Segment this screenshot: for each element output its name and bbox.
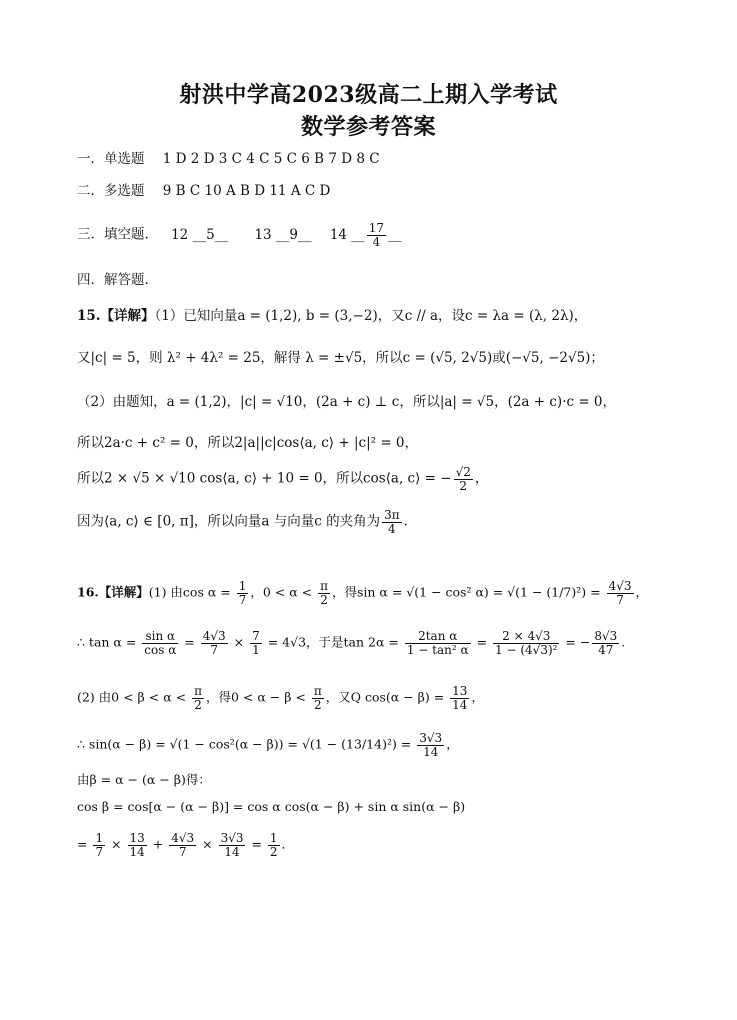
fraction-denominator: 7 (238, 592, 247, 607)
fraction-denominator: 47 (598, 642, 614, 657)
p16-line-5: 由β = α − (α − β)得： (77, 772, 211, 787)
p16-fraction (250, 630, 262, 656)
fraction-numerator: 3π (384, 508, 400, 522)
p16-text: = 4√3，于是tan 2α = (263, 634, 403, 650)
p16-fraction (592, 630, 619, 656)
fraction-numerator: 1 (95, 831, 104, 845)
fraction-numerator: sin α (142, 630, 178, 644)
p16-text: (1) 由cos α = (148, 584, 235, 600)
fraction-numerator: 3√3 (419, 731, 443, 745)
p16-text: = (180, 634, 199, 650)
p16-fraction (405, 630, 471, 656)
answer-13: 13 __9__ (254, 226, 312, 243)
fraction-numerator: 4√3 (202, 629, 226, 643)
p16-fraction (450, 685, 469, 711)
fraction-numerator: 2 × 4√3 (493, 630, 559, 644)
p16-fraction (312, 685, 324, 711)
fraction-numerator: 1 (238, 579, 247, 593)
single-choice-row (77, 147, 380, 167)
fill-blank-label: 三．填空题. (77, 226, 149, 243)
fraction-numerator: 13 (452, 684, 468, 698)
p16-text: = (77, 836, 92, 852)
p15-heading: 15.【详解】 (77, 308, 155, 324)
fraction-numerator: 2tan α (405, 630, 471, 644)
p16-text: ． (281, 836, 295, 852)
p15-line-3: （2）由题知，a = (1,2)，|c| = √10，(2a + c) ⊥ c，所以|a| = √5，(2a + c)·c = 0， (77, 394, 617, 410)
fraction-denominator: 2 (194, 697, 202, 712)
fraction-denominator: 7 (210, 642, 219, 657)
fraction-denominator: 2 (320, 592, 328, 607)
answer-12: 12 __5__ (171, 226, 229, 243)
fraction-numerator: π (320, 579, 328, 593)
p16-fraction (417, 732, 444, 758)
p16-text: ∴ sin(α − β) = √(1 − cos²(α − β)) = √(1 − (13/14)²) = (77, 736, 416, 752)
fraction-denominator: 2 (313, 697, 322, 712)
p15-fraction-3pi-over-4 (382, 509, 402, 535)
p16-fraction (201, 630, 228, 656)
fraction-numerator: π (313, 684, 322, 698)
p15-line-5 (77, 466, 488, 492)
p16-text: + (148, 836, 168, 852)
p16-fraction (93, 832, 105, 858)
fraction-numerator: √2 (455, 465, 471, 479)
p16-text: ， (635, 584, 649, 600)
multi-choice-answers: 9 B C 10 A B D 11 A C D (162, 183, 331, 199)
p16-line-7 (77, 832, 294, 858)
fraction-denominator: 1 − tan² α (406, 642, 469, 657)
answer-14-fraction (367, 222, 386, 248)
fraction-numerator: 4√3 (171, 831, 195, 845)
p15-text-6a: 因为⟨a, c⟩ ∈ [0, π]，所以向量a 与向量c 的夹角为 (77, 513, 381, 530)
fraction-denominator: 4 (372, 234, 381, 249)
fraction-numerator: 7 (252, 629, 260, 643)
p16-text: × (229, 634, 249, 650)
p16-fraction (493, 630, 559, 656)
fraction-numerator: 13 (129, 831, 145, 845)
multi-choice-row (77, 179, 330, 199)
p16-text: ，得0 < α − β < (205, 689, 310, 705)
single-choice-answers: 1 D 2 D 3 C 4 C 5 C 6 B 7 D 8 C (162, 151, 380, 167)
fraction-denominator: 7 (616, 592, 624, 607)
fraction-denominator: 7 (178, 844, 187, 859)
p16-fraction (237, 580, 249, 606)
fraction-denominator: 14 (423, 744, 439, 759)
p15-text-5a: 所以2 × √5 × √10 cos⟨a, c⟩ + 10 = 0，所以cos⟨a, c⟩ = − (77, 470, 452, 487)
fraction-denominator: 2 (269, 844, 278, 859)
answer-14-suffix: __ (388, 226, 402, 243)
p16-fraction (318, 580, 330, 606)
answer-14-prefix: 14 __ (329, 226, 365, 243)
fraction-denominator: 7 (95, 844, 104, 859)
fraction-denominator: 14 (129, 844, 145, 859)
fraction-numerator: π (194, 684, 202, 698)
p16-fraction (219, 832, 246, 858)
p16-text: ， (446, 736, 459, 752)
p16-text: (2) 由0 < β < α < (77, 689, 191, 705)
p16-text: ，0 < α < (250, 584, 317, 600)
fraction-denominator: 14 (452, 697, 468, 712)
fraction-numerator: 8√3 (594, 629, 618, 643)
p16-text: = (247, 836, 266, 852)
p16-text: ∴ tan α = (77, 634, 141, 650)
p15-line-6 (77, 509, 417, 535)
fraction-denominator: 2 (459, 478, 468, 493)
p15-line-2: 又|c| = 5，则 λ² + 4λ² = 25，解得 λ = ±√5，所以c = (√5, 2√5)或(−√5, −2√5)； (77, 350, 604, 366)
answer-section-label: 四．解答题. (77, 272, 149, 288)
p15-line-1 (77, 304, 587, 324)
p16-text: . (621, 634, 626, 650)
fraction-denominator: 1 − (4√3)² (495, 642, 558, 657)
p16-fraction (142, 630, 178, 656)
fill-blank-row (77, 222, 402, 248)
fraction-numerator: 3√3 (220, 831, 244, 845)
p15-text-1: （1）已知向量a = (1,2), b = (3,−2)，又c // a，设c = λa = (λ, 2λ)， (154, 308, 588, 324)
fraction-denominator: 4 (388, 521, 396, 536)
p16-text: = − (561, 634, 591, 650)
p16-fraction (128, 832, 147, 858)
p16-text: × (198, 836, 217, 852)
p16-line-1 (77, 580, 648, 606)
p16-line-4 (77, 732, 459, 758)
document-title: 射洪中学高2023级高二上期入学考试 (179, 82, 558, 108)
fraction-numerator: 17 (368, 221, 385, 235)
p16-text: ，又Q cos(α − β) = (325, 689, 449, 705)
p16-line-6: cos β = cos[α − (α − β)] = cos α cos(α − β) + sin α sin(α − β) (77, 799, 466, 814)
p16-heading: 16.【详解】 (77, 584, 149, 600)
p16-text: = (472, 634, 492, 650)
multi-choice-label: 二．多选题 (77, 183, 145, 199)
p16-line-2 (77, 630, 625, 656)
fraction-denominator: cos α (144, 642, 177, 657)
document-subtitle: 数学参考答案 (300, 114, 436, 140)
p16-fraction (192, 685, 204, 711)
fraction-denominator: 1 (252, 642, 260, 657)
p15-text-6b: ． (403, 513, 418, 530)
p16-text: × (107, 836, 126, 852)
p16-fraction (607, 580, 634, 606)
p16-line-3 (77, 685, 484, 711)
p15-text-5b: ， (474, 470, 489, 487)
p16-text: ， (471, 689, 484, 705)
p16-text: ，得sin α = √(1 − cos² α) = √(1 − (1/7)²) = (332, 584, 605, 600)
fraction-denominator: 14 (224, 844, 240, 859)
p16-fraction (268, 832, 280, 858)
p16-fraction (169, 832, 196, 858)
single-choice-label: 一．单选题 (77, 151, 145, 167)
fraction-numerator: 4√3 (608, 579, 632, 593)
p15-fraction-sqrt2-over-2 (454, 466, 473, 492)
p15-line-4: 所以2a·c + c² = 0，所以2|a||c|cos⟨a, c⟩ + |c|² = 0， (77, 435, 419, 451)
fraction-numerator: 1 (269, 831, 278, 845)
